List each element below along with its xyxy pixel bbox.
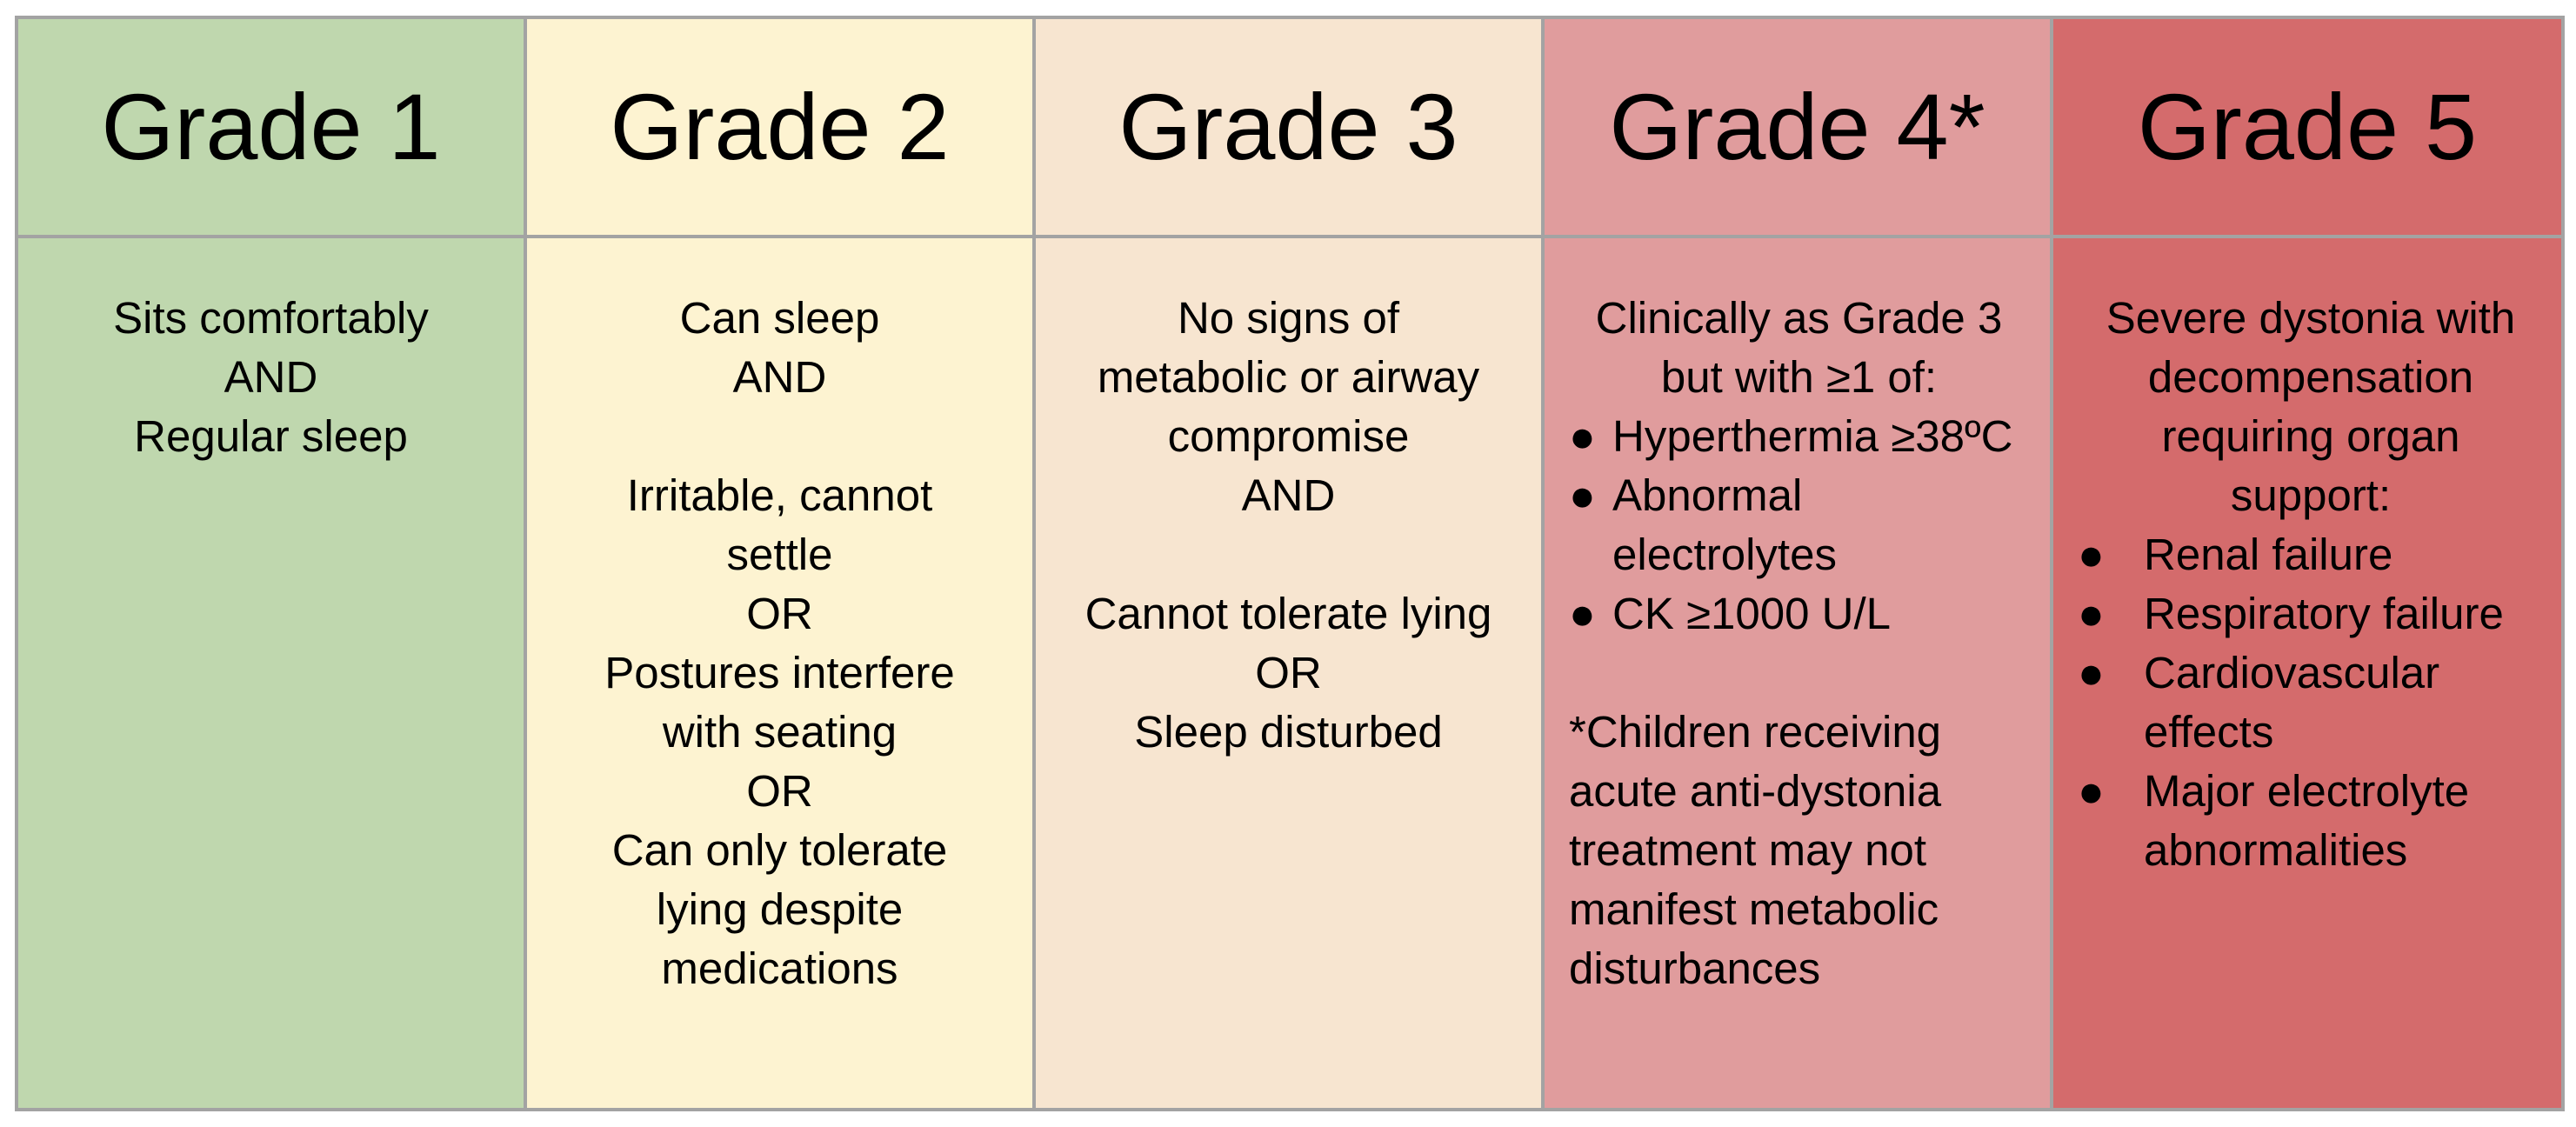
- spacer: [1569, 644, 2029, 703]
- criteria-line: Postures interfere: [604, 648, 955, 697]
- criteria-line: Sleep disturbed: [1134, 707, 1443, 757]
- criteria-line: AND: [224, 352, 318, 402]
- footnote-line: disturbances: [1569, 944, 1821, 993]
- criteria-line: metabolic or airway: [1097, 352, 1480, 402]
- criteria-line: compromise: [1167, 411, 1410, 461]
- grade-2-criteria: [525, 237, 1034, 1110]
- criteria-line: OR: [1255, 648, 1322, 697]
- bullet-icon: ●: [2078, 530, 2105, 579]
- criteria-line: No signs of: [1177, 293, 1400, 343]
- footnote-line: manifest metabolic: [1569, 884, 1939, 934]
- criteria-line: OR: [746, 589, 813, 638]
- criteria-line: lying despite: [656, 884, 904, 934]
- criteria-line: Cannot tolerate lying: [1084, 589, 1492, 638]
- grade-5-header: Grade 5: [2052, 17, 2563, 237]
- bullet-text: CK ≥1000 U/L: [1612, 589, 1891, 638]
- criteria-intro-line: Severe dystonia with: [2106, 293, 2516, 343]
- bullet-icon: ●: [1569, 470, 1596, 520]
- footnote-line: *Children receiving: [1569, 707, 1942, 757]
- criteria-line: Can only tolerate: [611, 825, 948, 875]
- bullet-text: Cardiovascular effects: [2144, 648, 2440, 757]
- bullet-icon: ●: [2078, 766, 2105, 816]
- list-item: [2078, 525, 2544, 584]
- list-item: [1569, 466, 2029, 584]
- criteria-bullet-list: [2078, 525, 2544, 880]
- criteria-row: [17, 237, 2563, 1110]
- list-item: [2078, 644, 2544, 762]
- grade-5-criteria: [2052, 237, 2563, 1110]
- criteria-line: OR: [746, 766, 813, 816]
- criteria-line: AND: [1241, 470, 1336, 520]
- bullet-text: Major electrolyte abnormalities: [2144, 766, 2470, 875]
- grade-4-criteria: [1543, 237, 2052, 1110]
- bullet-text: Abnormal electrolytes: [1612, 470, 1837, 579]
- footnote-line: treatment may not: [1569, 825, 1927, 875]
- header-row: [17, 17, 2563, 237]
- grading-table: [15, 16, 2565, 1111]
- spacer: [553, 407, 1006, 466]
- criteria-line: with seating: [662, 707, 898, 757]
- grade-3-criteria: [1034, 237, 1543, 1110]
- bullet-icon: ●: [1569, 589, 1596, 638]
- grade-1-header: Grade 1: [17, 17, 525, 237]
- bullet-icon: ●: [2078, 648, 2105, 697]
- criteria-line: Irritable, cannot: [626, 470, 933, 520]
- criteria-bullet-list: [1569, 407, 2029, 644]
- list-item: [2078, 762, 2544, 880]
- criteria-intro-line: but with ≥1 of:: [1660, 352, 1938, 402]
- list-item: [1569, 407, 2029, 466]
- grade-1-criteria: [17, 237, 525, 1110]
- bullet-text: Renal failure: [2144, 530, 2393, 579]
- criteria-line: Sits comfortably: [113, 293, 429, 343]
- criteria-line: medications: [661, 944, 898, 993]
- bullet-text: Respiratory failure: [2144, 589, 2504, 638]
- criteria-line: Regular sleep: [134, 411, 408, 461]
- spacer: [1062, 525, 1515, 584]
- criteria-line: AND: [732, 352, 827, 402]
- criteria-intro-line: decompensation: [2147, 352, 2474, 402]
- list-item: [1569, 584, 2029, 644]
- grade-2-header: Grade 2: [525, 17, 1034, 237]
- grade-4-header: Grade 4*: [1543, 17, 2052, 237]
- grade-3-header: Grade 3: [1034, 17, 1543, 237]
- bullet-icon: ●: [1569, 411, 1596, 461]
- criteria-intro-line: Clinically as Grade 3: [1595, 293, 2003, 343]
- bullet-text: Hyperthermia ≥38ºC: [1612, 411, 2013, 461]
- footnote-line: acute anti-dystonia: [1569, 766, 1942, 816]
- criteria-line: settle: [726, 530, 833, 579]
- criteria-intro-line: requiring organ: [2161, 411, 2460, 461]
- bullet-icon: ●: [2078, 589, 2105, 638]
- list-item: [2078, 584, 2544, 644]
- criteria-line: Can sleep: [679, 293, 880, 343]
- criteria-intro-line: support:: [2230, 470, 2392, 520]
